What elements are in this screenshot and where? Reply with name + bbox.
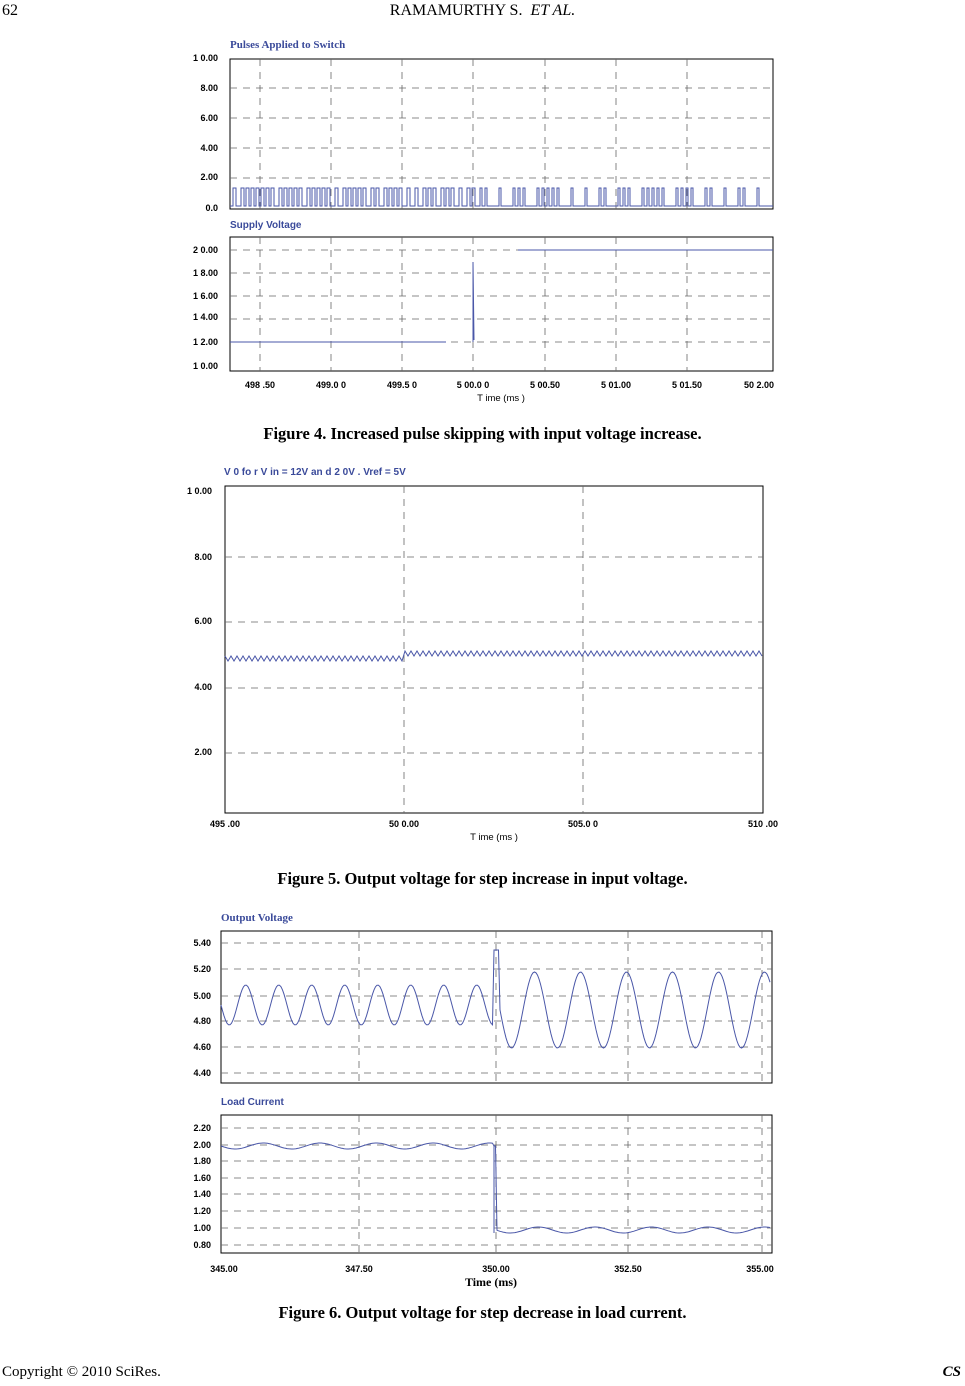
fig6-top-title: Output Voltage bbox=[221, 912, 293, 924]
fig5-ytick: 2.00 bbox=[194, 747, 212, 757]
fig5-ytick: 6.00 bbox=[194, 616, 212, 626]
fig6-xtick: 347.50 bbox=[345, 1264, 373, 1274]
fig6-top-ytick: 5.40 bbox=[193, 938, 211, 948]
fig6-top-ytick: 4.60 bbox=[193, 1042, 211, 1052]
fig4-top-frame bbox=[230, 59, 773, 209]
copyright-notice: Copyright © 2010 SciRes. bbox=[2, 1364, 161, 1380]
fig4-bottom-grid bbox=[230, 237, 773, 371]
fig4-bottom-ytick: 1 0.00 bbox=[192, 361, 218, 371]
fig4-top-ytick: 8.00 bbox=[200, 83, 218, 93]
fig4-xtick: 5 00.0 0 bbox=[456, 380, 490, 390]
fig4-xtick: 50 2.00 bbox=[743, 380, 775, 390]
fig4-bottom-ytick: 1 6.00 bbox=[192, 291, 218, 301]
fig5-xtick: 505.0 0 bbox=[567, 819, 599, 829]
fig6-bottom-ytick: 2.00 bbox=[193, 1140, 211, 1150]
fig4-bottom-frame bbox=[230, 237, 773, 371]
fig6-xtick: 345.00 bbox=[210, 1264, 238, 1274]
fig5-xtick: 495 .00 bbox=[209, 819, 241, 829]
fig6-bottom-ytick: 1.20 bbox=[193, 1206, 211, 1216]
fig6-top-grid bbox=[221, 931, 772, 1083]
figure5 bbox=[187, 467, 778, 843]
figure4 bbox=[193, 39, 774, 404]
fig6-xlabel: Time (ms) bbox=[464, 1275, 518, 1289]
fig4-supply-spike bbox=[473, 262, 474, 342]
fig4-xtick: 499.0 0 bbox=[315, 380, 347, 390]
fig6-xtick: 352.50 bbox=[614, 1264, 642, 1274]
fig4-bottom-ytick: 2 0.00 bbox=[192, 245, 218, 255]
fig6-bottom-ytick: 0.80 bbox=[193, 1240, 211, 1250]
fig4-top-title: Pulses Applied to Switch bbox=[230, 39, 346, 51]
fig6-bottom-ytick: 1.00 bbox=[193, 1223, 211, 1233]
fig6-bottom-ytick: 1.40 bbox=[193, 1189, 211, 1199]
fig5-frame bbox=[225, 486, 763, 813]
fig5-ytick: 4.00 bbox=[194, 682, 212, 692]
fig4-xtick: 5 01.00 bbox=[600, 380, 632, 390]
fig5-xticks bbox=[210, 819, 778, 829]
fig4-top-ytick: 6.00 bbox=[200, 113, 218, 123]
figure5-caption: Figure 5. Output voltage for step increase in input voltage. bbox=[277, 869, 688, 888]
fig4-top-yticks bbox=[193, 53, 218, 213]
fig6-load-current-trace bbox=[221, 1143, 770, 1233]
fig6-xticks bbox=[210, 1264, 774, 1274]
running-head-authors: RAMAMURTHY S. bbox=[389, 2, 523, 19]
fig4-xtick: 499.5 0 bbox=[386, 380, 418, 390]
fig4-bottom-title: Supply Voltage bbox=[230, 220, 302, 231]
fig4-xtick: 5 00.50 bbox=[529, 380, 561, 390]
fig4-top-ytick: 1 0.00 bbox=[192, 53, 218, 63]
fig5-ytick: 8.00 bbox=[194, 552, 212, 562]
fig4-top-ytick: 4.00 bbox=[200, 143, 218, 153]
fig5-output-trace bbox=[225, 651, 762, 661]
fig4-xticks bbox=[245, 380, 774, 390]
fig6-top-ytick: 5.00 bbox=[193, 991, 211, 1001]
fig5-xtick: 510 .00 bbox=[747, 819, 779, 829]
fig6-top-yticks bbox=[193, 938, 211, 1078]
fig5-ytick: 1 0.00 bbox=[186, 486, 212, 496]
fig5-xlabel: T ime (ms ) bbox=[470, 832, 518, 843]
fig6-bottom-ytick: 1.60 bbox=[193, 1173, 211, 1183]
fig4-bottom-ytick: 1 8.00 bbox=[192, 268, 218, 278]
fig6-bottom-ytick: 1.80 bbox=[193, 1156, 211, 1166]
fig4-top-grid bbox=[230, 59, 773, 209]
fig4-xlabel: T ime (ms ) bbox=[477, 393, 525, 404]
page-number: 62 bbox=[2, 2, 18, 19]
figure6 bbox=[193, 912, 773, 1289]
figure4-caption: Figure 4. Increased pulse skipping with input voltage increase. bbox=[263, 424, 702, 443]
fig6-xtick: 355.00 bbox=[746, 1264, 774, 1274]
fig4-bottom-yticks bbox=[193, 245, 218, 371]
fig4-pulse-train bbox=[230, 188, 773, 206]
fig4-bottom-ytick: 1 4.00 bbox=[192, 312, 218, 322]
fig6-bottom-ytick: 2.20 bbox=[193, 1123, 211, 1133]
journal-abbrev: CS bbox=[942, 1364, 961, 1380]
fig4-bottom-ytick: 1 2.00 bbox=[192, 337, 218, 347]
fig4-top-ytick: 2.00 bbox=[200, 172, 218, 182]
fig6-top-ytick: 5.20 bbox=[193, 964, 211, 974]
fig6-top-ytick: 4.80 bbox=[193, 1016, 211, 1026]
fig5-xtick: 50 0.00 bbox=[388, 819, 420, 829]
page-footer bbox=[0, 1364, 965, 1384]
fig6-bottom-yticks bbox=[193, 1123, 211, 1250]
running-head-etal: ET AL. bbox=[530, 2, 576, 19]
fig4-top-ytick: 0.0 bbox=[205, 203, 218, 213]
figure6-caption: Figure 6. Output voltage for step decrease in load current. bbox=[278, 1303, 687, 1322]
fig6-top-ytick: 4.40 bbox=[193, 1068, 211, 1078]
fig6-output-voltage-trace bbox=[221, 950, 770, 1048]
fig4-xtick: 498 .50 bbox=[244, 380, 276, 390]
fig5-title: V 0 fo r V in = 12V an d 2 0V . Vref = 5V bbox=[224, 467, 406, 478]
fig6-bottom-title: Load Current bbox=[221, 1097, 284, 1108]
fig5-grid bbox=[225, 486, 763, 813]
fig5-yticks bbox=[187, 486, 212, 757]
fig4-xtick: 5 01.50 bbox=[671, 380, 703, 390]
fig6-xtick: 350.00 bbox=[482, 1264, 510, 1274]
fig6-top-frame bbox=[221, 931, 772, 1083]
